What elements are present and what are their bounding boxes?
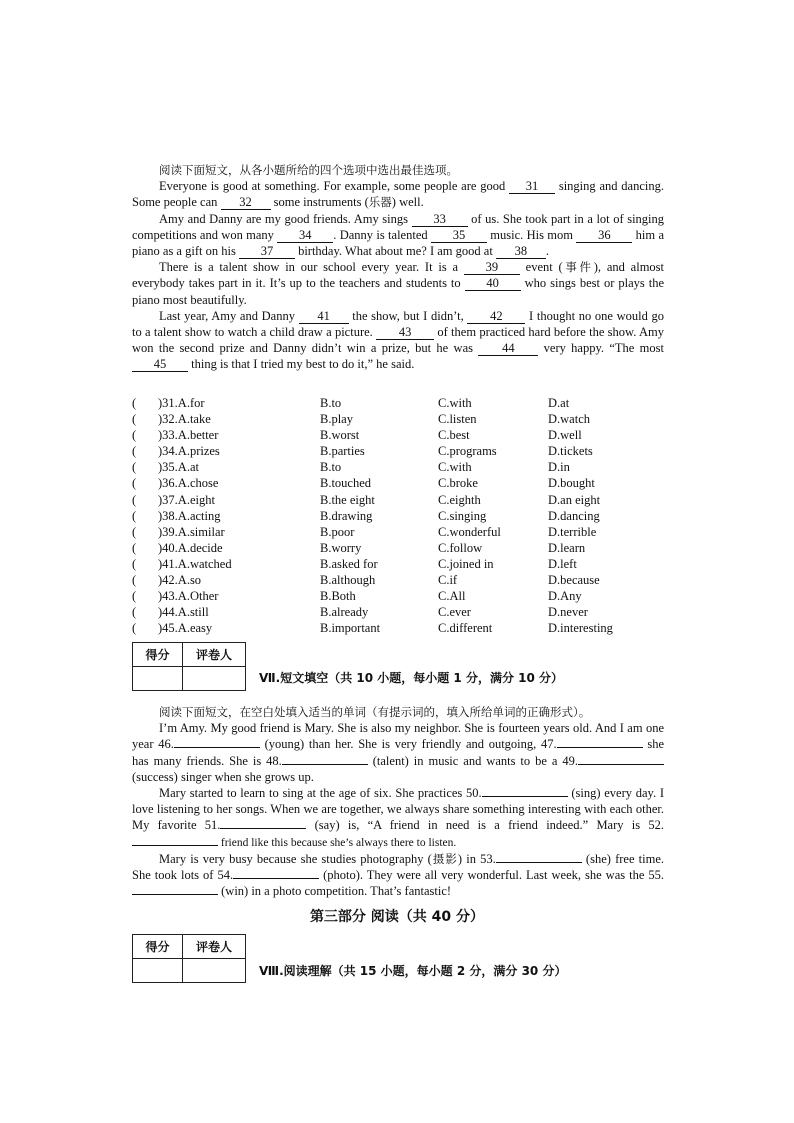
option-c: C.ever: [438, 605, 471, 620]
option-b: B.although: [320, 573, 376, 588]
section7-paragraph-3: [132, 851, 664, 900]
option-a: )33.A.better: [158, 428, 219, 443]
section6-text: [132, 162, 664, 373]
section7-instruction: 阅读下面短文，在空白处填入适当的单词（有提示词的，填入所给单词的正确形式）。: [159, 705, 591, 719]
option-row: [132, 475, 664, 491]
option-d: D.in: [548, 460, 570, 475]
answer-paren[interactable]: (: [132, 589, 137, 604]
option-b: B.asked for: [320, 556, 378, 571]
text-run: who sings best or plays the piano most beautifully.: [132, 276, 665, 307]
option-b: B.to: [320, 460, 342, 475]
answer-paren[interactable]: (: [132, 524, 137, 539]
answer-paren[interactable]: (: [132, 508, 137, 523]
text-run: (win) in a photo competition. That’s fantastic!: [218, 884, 452, 899]
option-a: )31.A.for: [158, 396, 205, 410]
option-b: B.worry: [320, 540, 362, 555]
score-label: 得分: [133, 935, 183, 959]
option-b: B.touched: [320, 476, 372, 491]
option-a: )34.A.prizes: [158, 444, 220, 459]
blank-42[interactable]: 42: [467, 310, 525, 324]
blank-50[interactable]: [482, 796, 568, 797]
score-cell[interactable]: [133, 959, 183, 983]
option-a: )37.A.eight: [158, 492, 215, 507]
text-run: There is a talent show in our school every year. It is a: [159, 260, 464, 275]
grader-label: 评卷人: [183, 935, 246, 959]
blank-38[interactable]: 38: [496, 245, 546, 259]
option-a: )39.A.similar: [158, 524, 225, 539]
option-row: [132, 572, 664, 588]
text-run: Mary is very busy because she studies photography (: [159, 851, 432, 866]
grader-cell[interactable]: [183, 959, 246, 983]
option-b: B.the eight: [320, 492, 375, 507]
option-d: D.because: [548, 573, 600, 588]
option-d: D.interesting: [548, 621, 613, 636]
text-run: I’m Amy. My good friend is Mary. She is also my neighbor. She is fourteen years old. And I am one year 46.: [132, 721, 664, 752]
text-run: (she) free time. She took lots of 54.: [132, 851, 664, 883]
answer-paren[interactable]: (: [132, 621, 137, 636]
option-row: [132, 427, 664, 443]
option-a: )42.A.so: [158, 573, 202, 588]
text-run: ), and almost everybody takes part in it. It’s up to the teachers and students to: [132, 260, 665, 291]
text-run: (success) singer when she grows up.: [132, 769, 314, 784]
option-c: C.with: [438, 460, 472, 475]
text-run: ) in 53.: [457, 851, 496, 866]
blank-49[interactable]: [578, 764, 664, 765]
option-row: [132, 508, 664, 524]
option-c: C.eighth: [438, 492, 481, 507]
blank-46[interactable]: [174, 747, 260, 748]
text-run: ) well.: [391, 195, 424, 210]
section6-instruction: 阅读下面短文，从各小题所给的四个选项中选出最佳选项。: [159, 163, 458, 177]
option-d: D.an eight: [548, 492, 601, 507]
option-row: [132, 604, 664, 620]
option-b: B.play: [320, 412, 353, 427]
option-d: D.never: [548, 605, 588, 620]
option-a: )44.A.still: [158, 605, 209, 620]
blank-34[interactable]: 34: [277, 229, 333, 243]
option-b: B.drawing: [320, 508, 373, 523]
text-run: .: [545, 244, 550, 259]
option-a: )32.A.take: [158, 412, 211, 427]
blank-31[interactable]: 31: [509, 180, 555, 194]
option-a: )38.A.acting: [158, 508, 221, 523]
score-box-section8: [132, 934, 246, 983]
option-c: C.follow: [438, 540, 483, 555]
section6-paragraph-1: [132, 178, 664, 210]
score-label: 得分: [133, 643, 183, 667]
section7-text: [132, 704, 664, 899]
section6-paragraph-3: [132, 259, 664, 308]
text-run: she has many friends. She is 48.: [132, 737, 665, 768]
blank-43[interactable]: 43: [376, 326, 434, 340]
text-run: of them practiced hard before the show. Amy won the second prize and Danny didn’t win a prize, but he was: [132, 325, 664, 356]
blank-44[interactable]: 44: [478, 342, 538, 356]
text-run: Everyone is good at something. For example, some people are good: [159, 179, 510, 194]
text-run: (sing) every day. I love listening to her songs. When we are together, we always share something interesting with each other. My favorite 51.: [132, 786, 664, 833]
option-d: D.left: [548, 556, 577, 571]
blank-39[interactable]: 39: [464, 261, 520, 275]
option-row: [132, 492, 664, 508]
option-c: C.singing: [438, 508, 487, 523]
blank-55[interactable]: [132, 894, 218, 895]
blank-51[interactable]: [220, 828, 306, 829]
option-b: B.poor: [320, 524, 355, 539]
options-list: [132, 395, 664, 636]
text-run: very happy. “The most: [538, 341, 664, 356]
answer-paren[interactable]: (: [132, 460, 137, 475]
answer-paren[interactable]: (: [132, 476, 137, 491]
option-a: )35.A.at: [158, 460, 199, 475]
answer-paren[interactable]: (: [132, 492, 137, 507]
option-a: )36.A.chose: [158, 476, 219, 491]
answer-paren[interactable]: (: [132, 540, 137, 555]
answer-paren[interactable]: (: [132, 605, 137, 620]
section7-paragraph-2: [132, 785, 664, 851]
blank-41[interactable]: 41: [299, 310, 349, 324]
option-d: D.well: [548, 428, 582, 443]
option-b: B.Both: [320, 589, 356, 604]
option-b: B.already: [320, 605, 369, 620]
text-run: him a piano as a gift on his: [132, 227, 665, 259]
option-row: [132, 524, 664, 540]
option-d: D.terrible: [548, 524, 597, 539]
text-run-zh: 乐器: [368, 195, 392, 210]
text-run: Mary started to learn to sing at the age of six. She practices 50.: [159, 786, 482, 801]
section8-title: Ⅷ.阅读理解（共 15 小题，每小题 2 分，满分 30 分）: [259, 964, 567, 978]
option-row: [132, 443, 664, 459]
text-run: (talent) in music and wants to be a 49.: [367, 753, 578, 768]
option-row: [132, 620, 664, 636]
text-run: (photo). They were all very wonderful. Last week, she was the 55.: [319, 868, 665, 883]
blank-47[interactable]: [557, 747, 643, 748]
grader-cell[interactable]: [183, 667, 246, 691]
blank-45[interactable]: 45: [132, 358, 188, 372]
option-c: C.different: [438, 621, 493, 636]
blank-32[interactable]: 32: [221, 196, 271, 210]
option-b: B.to: [320, 396, 342, 410]
part3-title: 第三部分 阅读（共 40 分）: [309, 909, 485, 925]
blank-53[interactable]: [496, 862, 582, 863]
option-d: D.dancing: [548, 508, 600, 523]
option-a: )45.A.easy: [158, 621, 213, 636]
answer-paren[interactable]: (: [132, 412, 137, 427]
answer-paren[interactable]: (: [132, 444, 137, 459]
answer-paren[interactable]: (: [132, 396, 137, 410]
blank-35[interactable]: 35: [431, 229, 487, 243]
text-run-zh: 摄影: [431, 851, 458, 866]
text-run: (young) than her. She is very friendly and outgoing, 47.: [259, 737, 557, 752]
score-box-section7: [132, 642, 246, 691]
text-run: I thought no one would go to a talent show to watch a child draw a picture.: [132, 308, 664, 340]
option-d: D.Any: [548, 589, 582, 604]
option-a: )40.A.decide: [158, 540, 223, 555]
text-run: friend like this because she’s always there to listen.: [218, 836, 457, 849]
blank-40[interactable]: 40: [465, 277, 521, 291]
option-row: [132, 395, 664, 411]
option-d: D.bought: [548, 476, 595, 491]
option-d: D.learn: [548, 540, 586, 555]
text-run: singing and dancing. Some people can: [132, 179, 664, 210]
option-b: B.worst: [320, 428, 360, 443]
blank-52[interactable]: [132, 845, 218, 846]
text-run: music. His mom: [486, 227, 577, 242]
text-run: Amy and Danny are my good friends. Amy sings: [159, 211, 412, 226]
option-row: [132, 588, 664, 604]
text-run-zh: 事件: [562, 260, 594, 275]
section6-paragraph-2: [132, 211, 664, 260]
option-b: B.parties: [320, 444, 365, 459]
section6-paragraph-4: [132, 308, 664, 373]
section7-title: Ⅶ.短文填空（共 10 小题，每小题 1 分，满分 10 分）: [259, 671, 564, 685]
option-c: C.All: [438, 589, 466, 604]
option-c: C.joined in: [438, 556, 494, 571]
option-c: C.listen: [438, 412, 477, 427]
option-d: D.watch: [548, 412, 590, 427]
blank-36[interactable]: 36: [576, 229, 632, 243]
text-run: the show, but I didn’t,: [348, 308, 468, 323]
blank-54[interactable]: [233, 878, 319, 879]
text-run: some instruments (: [270, 195, 369, 210]
option-d: D.at: [548, 396, 570, 410]
answer-paren[interactable]: (: [132, 573, 137, 588]
text-run: (say) is, “A friend in need is a friend indeed.” Mary is 52.: [306, 818, 664, 833]
text-run: Last year, Amy and Danny: [159, 308, 299, 323]
option-a: )43.A.Other: [158, 589, 219, 604]
option-c: C.with: [438, 396, 472, 410]
text-run: . Danny is talented: [333, 227, 431, 242]
option-c: C.best: [438, 428, 470, 443]
option-row: [132, 411, 664, 427]
option-c: C.broke: [438, 476, 478, 491]
answer-paren[interactable]: (: [132, 556, 137, 571]
text-run: birthday. What about me? I am good at: [294, 244, 496, 259]
section7-paragraph-1: [132, 720, 664, 785]
option-c: C.if: [438, 573, 458, 588]
answer-paren[interactable]: (: [132, 428, 137, 443]
option-c: C.programs: [438, 444, 497, 459]
option-row: [132, 540, 664, 556]
option-a: )41.A.watched: [158, 556, 232, 571]
option-row: [132, 459, 664, 475]
blank-33[interactable]: 33: [412, 213, 468, 227]
score-cell[interactable]: [133, 667, 183, 691]
grader-label: 评卷人: [183, 643, 246, 667]
option-b: B.important: [320, 621, 381, 636]
blank-37[interactable]: 37: [239, 245, 295, 259]
option-d: D.tickets: [548, 444, 593, 459]
text-run: thing is that I tried my best to do it,” he said.: [188, 357, 415, 372]
text-run: event (: [519, 260, 563, 275]
blank-48[interactable]: [282, 764, 368, 765]
option-c: C.wonderful: [438, 524, 501, 539]
text-run: of us. She took part in a lot of singing competitions and won many: [132, 211, 665, 242]
option-row: [132, 556, 664, 572]
